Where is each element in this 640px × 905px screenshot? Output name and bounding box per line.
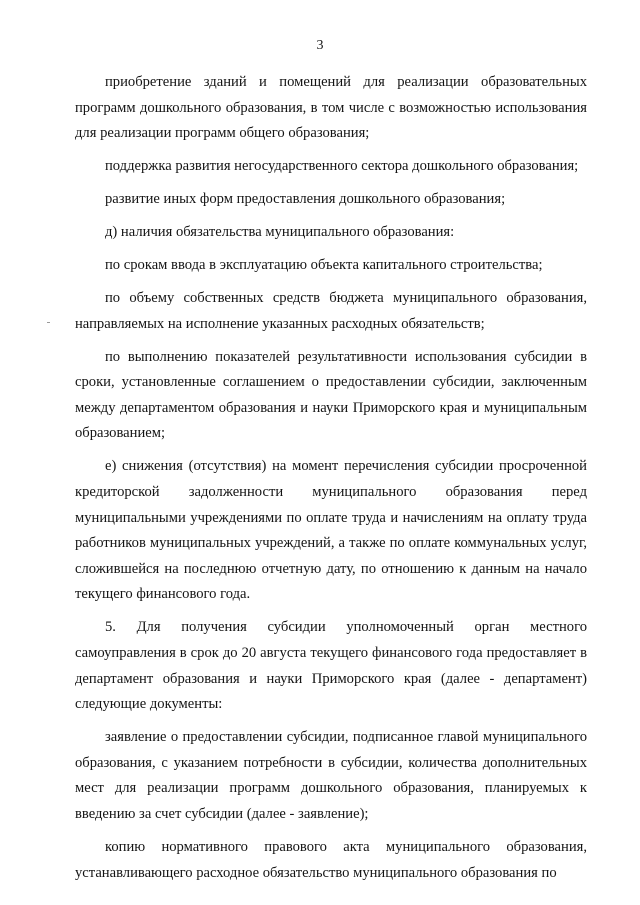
paragraph-legal-act-copy: копию нормативного правового акта муниципального образования, устанавливающего расходное обязательство муниципального образования по bbox=[75, 838, 587, 881]
margin-mark bbox=[47, 322, 50, 323]
paragraph-private-sector-support: поддержка развития негосударственного сектора дошкольного образования; bbox=[105, 158, 579, 175]
paragraph-other-forms: развитие иных форм предоставления дошкольного образования; bbox=[105, 191, 506, 208]
document-body bbox=[75, 70, 587, 894]
paragraph-commissioning-terms: по срокам ввода в эксплуатацию объекта капитального строительства; bbox=[105, 257, 543, 274]
page-number: 3 bbox=[316, 38, 324, 53]
paragraph-item-e: е) снижения (отсутствия) на момент перечисления субсидии просроченной кредиторской задолженности муниципального образования перед муниципальными учреждениями по оплате труда и начислениям на оплату труда работников муниципальных учреждений, а также по оплате коммунальных услуг, сложившейся на последнюю отчетную дату, по отношению к данным на начало текущего финансового года. bbox=[75, 458, 587, 603]
paragraph-item-d: д) наличия обязательства муниципального образования: bbox=[105, 224, 455, 241]
paragraph-item-5: 5. Для получения субсидии уполномоченный орган местного самоуправления в срок до 20 августа текущего финансового года предоставляет в департамент образования и науки Приморского края (далее - департамент) следующие документы: bbox=[75, 619, 587, 713]
paragraph-acquisition-buildings: приобретение зданий и помещений для реализации образовательных программ дошкольного образования, в том числе с возможностью использования для реализации программ общего образования; bbox=[75, 74, 587, 142]
paragraph-application: заявление о предоставлении субсидии, подписанное главой муниципального образования, с указанием потребности в субсидии, количества дополнительных мест для реализации программ дошкольного образования, планируемых к введению за счет субсидии (далее - заявление); bbox=[75, 729, 587, 822]
paragraph-own-funds-volume: по объему собственных средств бюджета муниципального образования, направляемых на исполнение указанных расходных обязательств; bbox=[75, 290, 587, 332]
paragraph-performance-indicators: по выполнению показателей результативности использования субсидии в сроки, установленные соглашением о предоставлении субсидии, заключенным между департаментом образования и науки Приморского края и муниципальным образованием; bbox=[75, 348, 587, 442]
